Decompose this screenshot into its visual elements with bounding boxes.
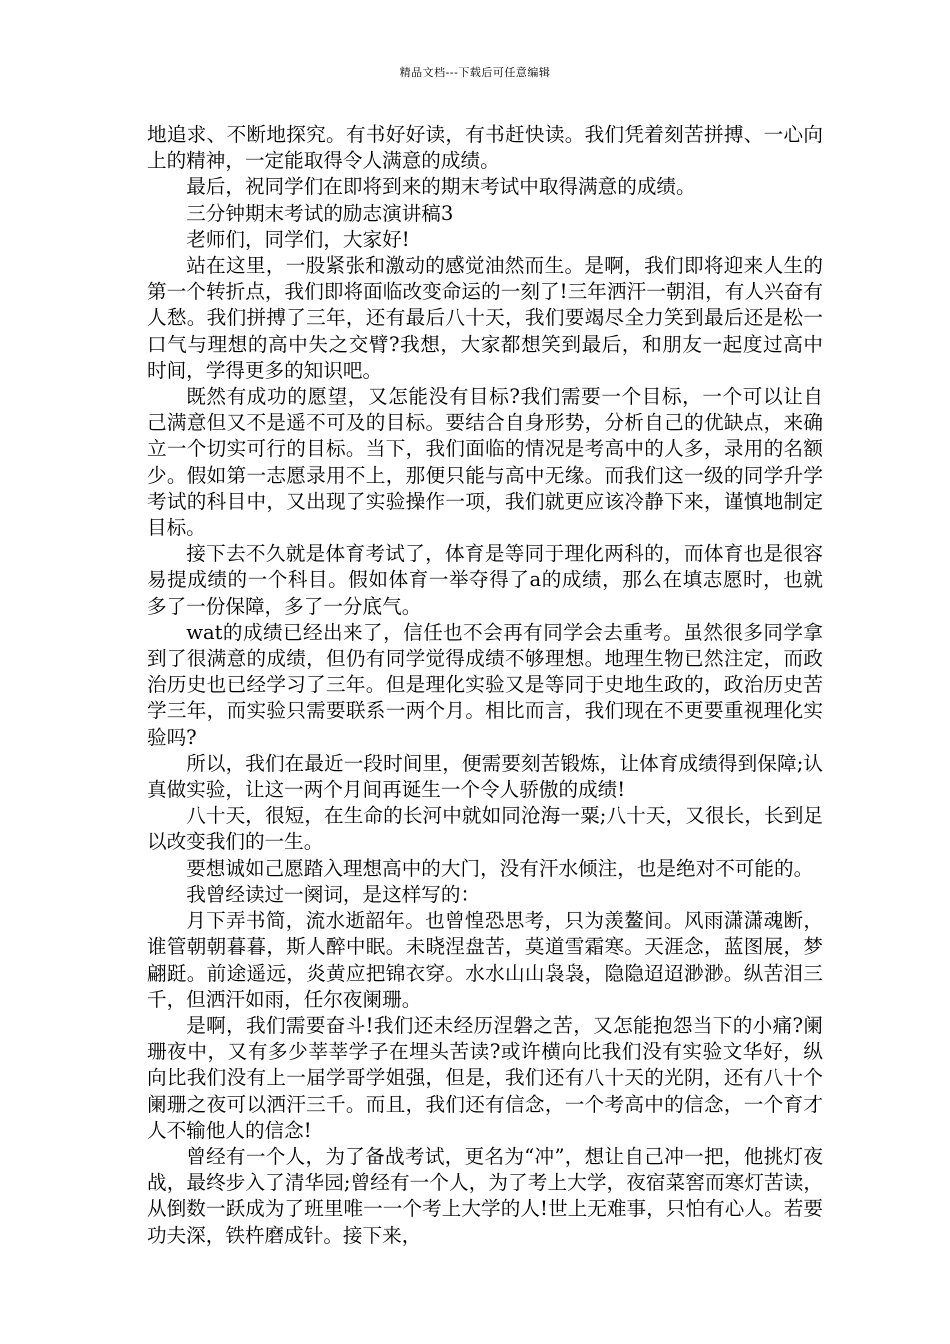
greeting: 老师们，同学们，大家好!	[186, 227, 410, 251]
paragraph: 既然有成功的愿望，又怎能没有目标?我们需要一个目标，一个可以让自己满意但又不是遥不可及的目标。要结合自身形势，分析自己的优缺点，来确立一个切实可行的目标。当下，我们面临的情况是考高中的人多，录用的名额少。假如第一志愿录用不上，那便只能与高中无缘。而我们这一级的同学升学考试的科目中，又出现了实验操作一项，我们就更应该冷静下来，谨慎地制定目标。	[147, 385, 823, 540]
paragraph: 地追求、不断地探究。有书好好读，有书赶快读。我们凭着刻苦拼搏、一心向上的精神，一定能取得令人满意的成绩。	[147, 123, 823, 173]
speech-title: 三分钟期末考试的励志演讲稿3	[186, 201, 454, 225]
poem-paragraph: 月下弄书简，流水逝韶年。也曾惶恐思考，只为羡鳌间。风雨潇潇魂断，谁管朝朝暮暮，斯人醉中眠。未晓涅盘苦，莫道雪霜寒。天涯念，蓝图展，梦翩跹。前途遥远，炎黄应把锦衣穿。水水山山袅袅，隐隐迢迢渺渺。纵苦泪三千，但洒汗如雨，任尔夜阑珊。	[147, 909, 823, 1011]
document-body	[147, 122, 823, 1249]
paragraph: 我曾经读过一阕词，是这样写的：	[186, 882, 481, 906]
paragraph: 所以，我们在最近一段时间里，便需要刻苦锻炼，让体育成绩得到保障;认真做实验，让这一两个月间再诞生一个令人骄傲的成绩!	[147, 751, 823, 802]
paragraph: 接下去不久就是体育考试了，体育是等同于理化两科的，而体育也是很容易提成绩的一个科目。假如体育一举夺得了a的成绩，那么在填志愿时，也就多了一份保障，多了一分底气。	[147, 542, 823, 618]
paragraph: 曾经有一个人，为了备战考试，更名为“冲”，想让自己冲一把，他挑灯夜战，最终步入了清华园;曾经有一个人，为了考上大学，夜宿菜窖而寒灯苦读，从倒数一跃成为了班里唯一一个考上大学的人!世上无难事，只怕有心人。若要功夫深，铁杵磨成针。接下来，	[147, 1144, 823, 1247]
paragraph: wat的成绩已经出来了，信任也不会再有同学会去重考。虽然很多同学拿到了很满意的成绩，但仍有同学觉得成绩不够理想。地理生物已然注定，而政治历史也已经学习了三年。但是理化实验又是等同于史地生政的，政治历史苦学三年，而实验只需要联系一两个月。相比而言，我们现在不更要重视理化实验吗?	[147, 620, 823, 749]
paragraph: 站在这里，一股紧张和激动的感觉油然而生。是啊，我们即将迎来人生的第一个转折点，我们即将面临改变命运的一刻了!三年洒汗一朝泪，有人兴奋有人愁。我们拼搏了三年，还有最后八十天，我们要竭尽全力笑到最后还是松一口气与理想的高中失之交臂?我想，大家都想笑到最后，和朋友一起度过高中时间，学得更多的知识吧。	[147, 254, 823, 382]
paragraph: 要想诚如己愿踏入理想高中的大门，没有汗水倾注，也是绝对不可能的。	[186, 856, 814, 880]
paragraph: 八十天，很短，在生命的长河中就如同沧海一粟;八十天，又很长，长到足以改变我们的一生。	[147, 804, 823, 854]
paragraph: 最后，祝同学们在即将到来的期末考试中取得满意的成绩。	[186, 175, 696, 199]
paragraph: 是啊，我们需要奋斗!我们还未经历涅磐之苦，又怎能抱怨当下的小痛?阑珊夜中，又有多少莘莘学子在埋头苦读?或许横向比我们没有实验文华好，纵向比我们没有上一届学哥学姐强，但是，我们还有八十天的光阴，还有八十个阑珊之夜可以洒汗三千。而且，我们还有信念，一个考高中的信念，一个育才人不输他人的信念!	[147, 1013, 823, 1142]
page-header: 精品文档---下载后可任意编辑	[399, 66, 551, 79]
